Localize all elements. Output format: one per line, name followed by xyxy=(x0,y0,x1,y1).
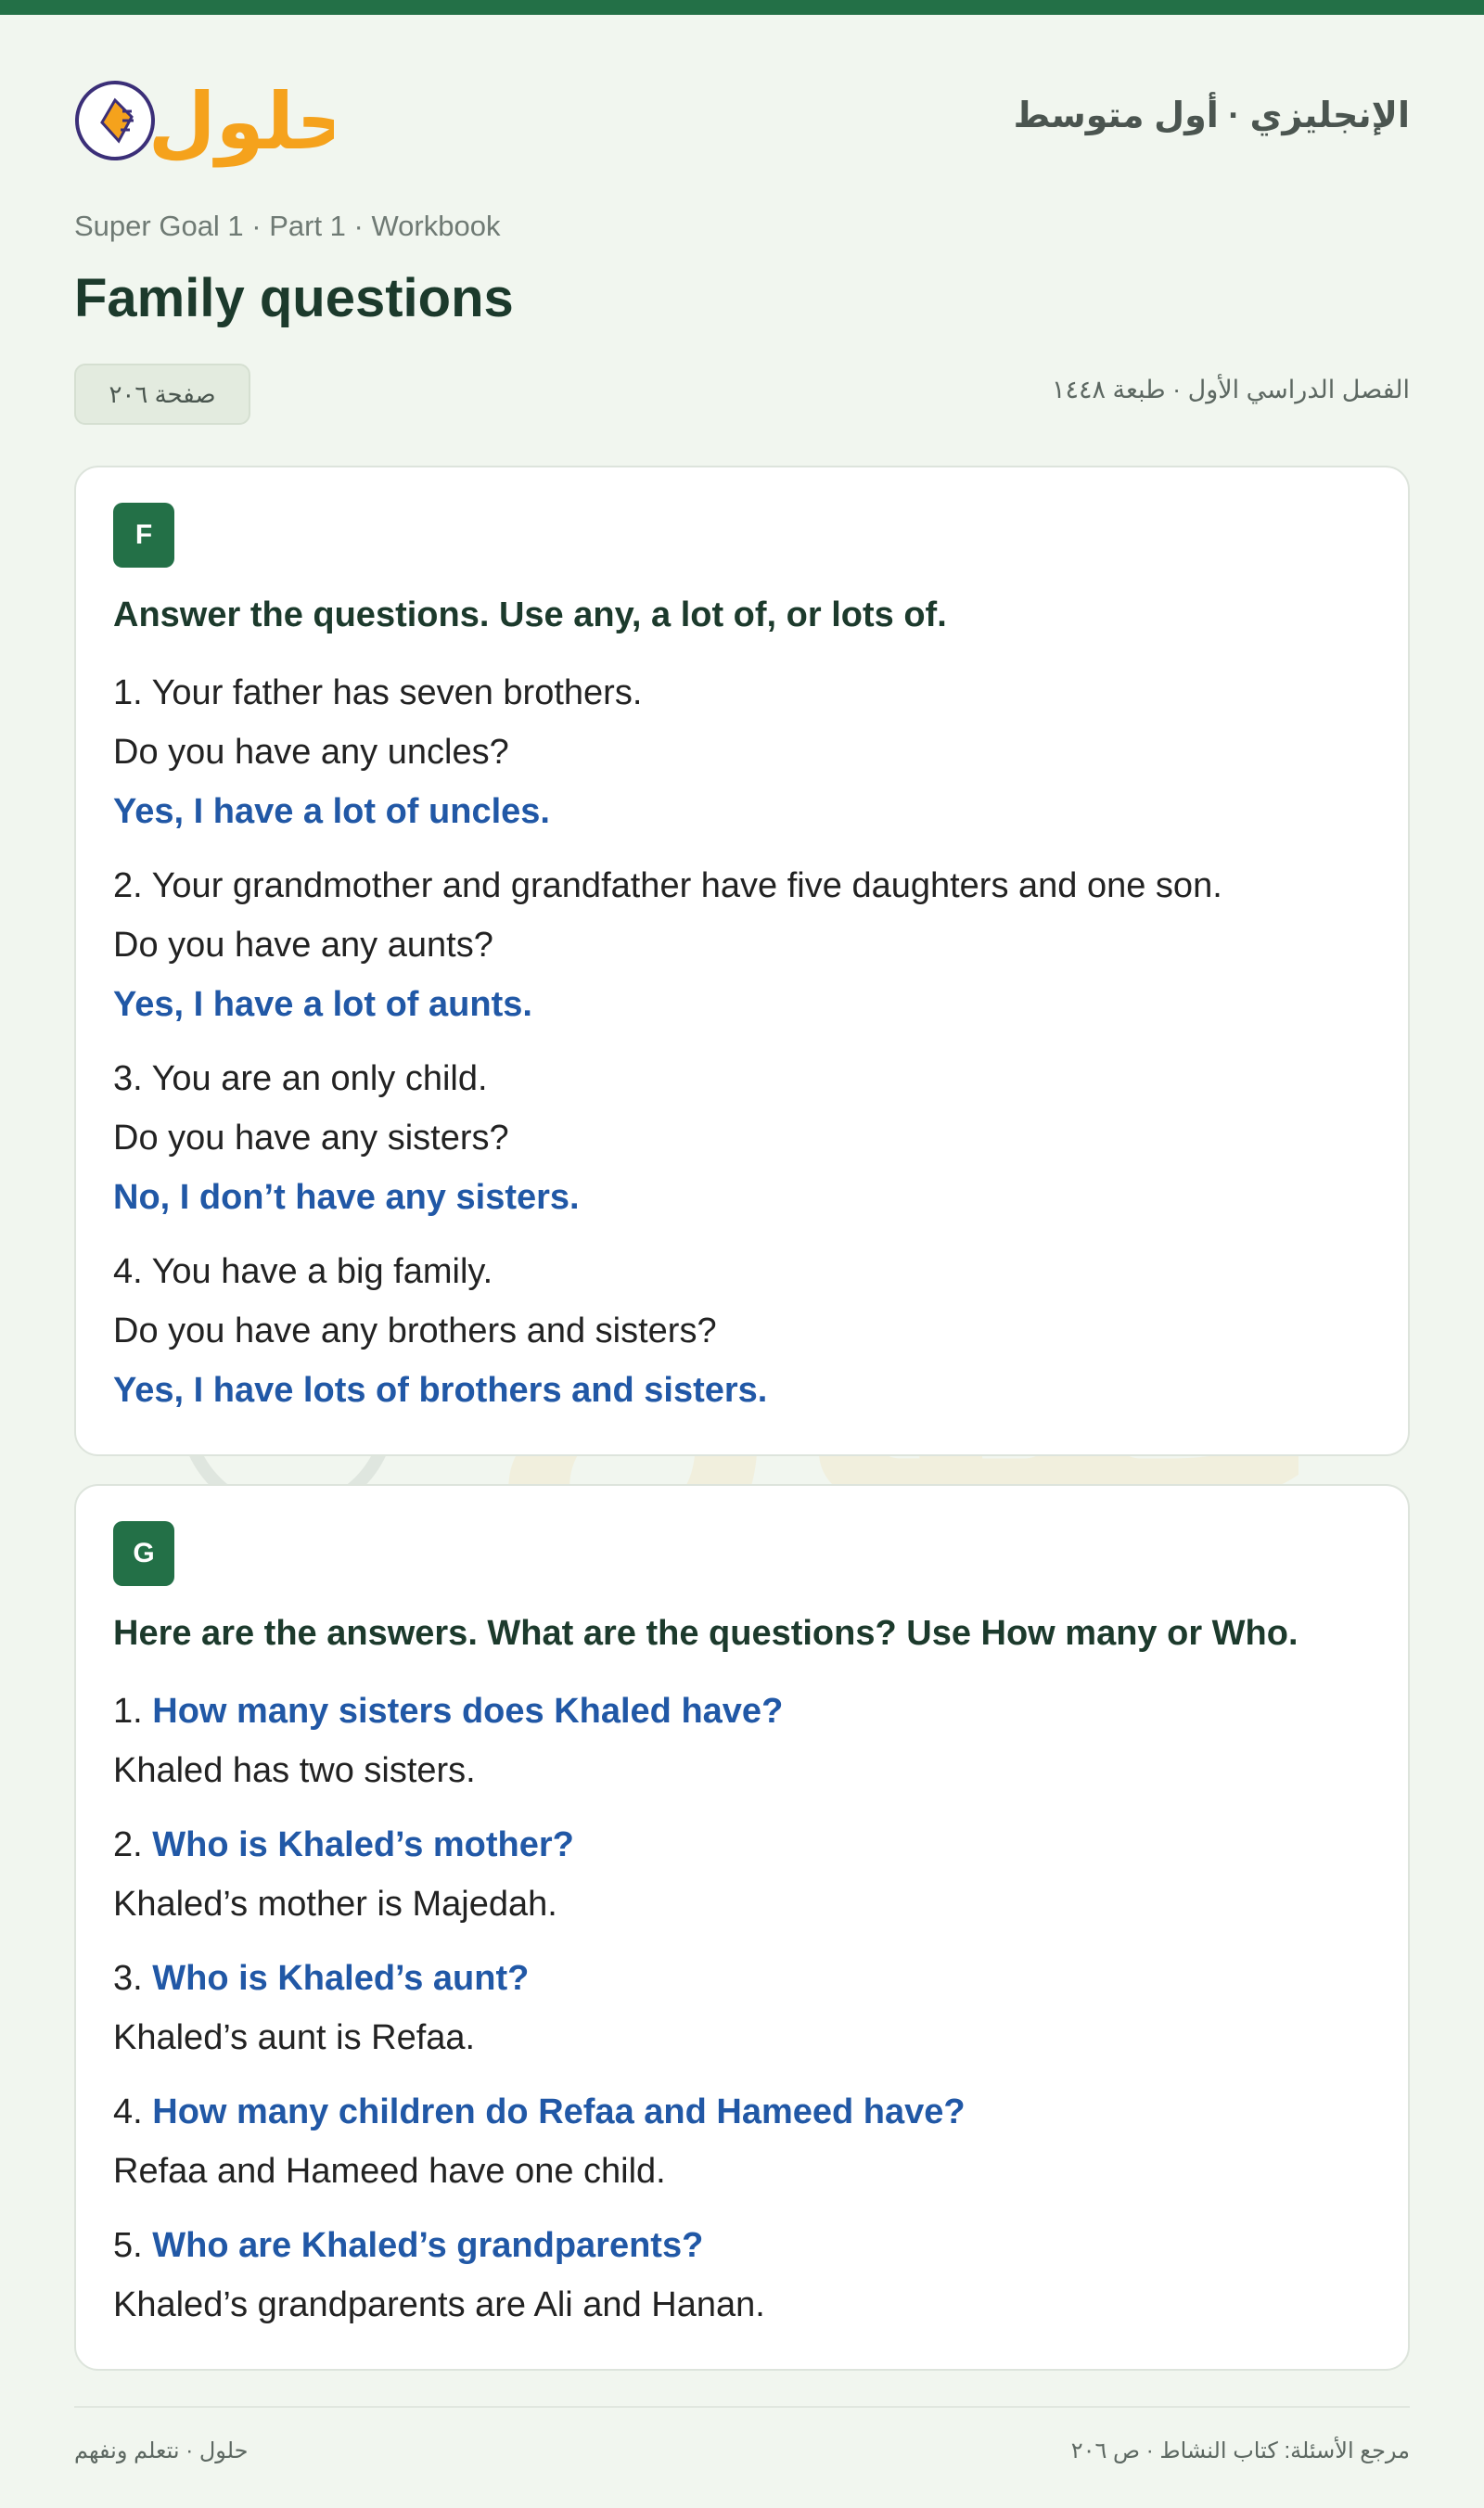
question-answer-text: How many sisters does Khaled have? xyxy=(152,1692,784,1731)
top-accent-bar xyxy=(0,0,1484,15)
given-answer: Khaled’s mother is Majedah. xyxy=(113,1885,557,1924)
page-header xyxy=(74,67,1410,169)
question-answer-text: Who is Khaled’s mother? xyxy=(152,1825,574,1864)
question-line: 4. You have a big family. xyxy=(113,1252,493,1291)
answer-text: Yes, I have lots of brothers and sisters. xyxy=(113,1371,768,1410)
question-line: Do you have any sisters? xyxy=(113,1119,509,1158)
question-line xyxy=(113,2226,703,2266)
question-line xyxy=(113,1692,783,1732)
instruction-g: Here are the answers. What are the questions? Use How many or Who. xyxy=(113,1614,1298,1653)
logo-graphic xyxy=(74,76,334,169)
answer-text: Yes, I have a lot of uncles. xyxy=(113,792,550,831)
section-badge-g: G xyxy=(113,1521,174,1586)
given-answer: Khaled’s grandparents are Ali and Hanan. xyxy=(113,2285,765,2324)
exercise-card-g xyxy=(74,1484,1410,2371)
question-answer-text: Who are Khaled’s grandparents? xyxy=(152,2226,704,2265)
question-line xyxy=(113,1825,574,1865)
question-answer-text: Who is Khaled’s aunt? xyxy=(152,1959,530,1998)
page-title: Family questions xyxy=(74,268,514,328)
series-breadcrumb: Super Goal 1 · Part 1 · Workbook xyxy=(74,210,501,242)
question-line: 2. Your grandmother and grandfather have five daughters and one son. xyxy=(113,866,1222,905)
item-number: 3. xyxy=(113,1959,143,1998)
item-number: 5. xyxy=(113,2226,143,2265)
question-answer-text: How many children do Refaa and Hameed have? xyxy=(152,2092,966,2131)
logo-text: حلول xyxy=(147,76,334,167)
question-line xyxy=(113,1959,529,1999)
footer-divider xyxy=(74,2406,1410,2408)
answer-text: Yes, I have a lot of aunts. xyxy=(113,985,532,1024)
footer-tagline: حلول · نتعلم ونفهم xyxy=(74,2438,249,2463)
item-number: 2. xyxy=(113,1825,143,1864)
instruction-f: Answer the questions. Use any, a lot of, or lots of. xyxy=(113,595,947,634)
exercise-card-f xyxy=(74,466,1410,1456)
given-answer: Refaa and Hameed have one child. xyxy=(113,2152,666,2191)
given-answer: Khaled has two sisters. xyxy=(113,1751,476,1790)
question-line: 3. You are an only child. xyxy=(113,1059,488,1098)
question-line: 1. Your father has seven brothers. xyxy=(113,673,643,712)
section-badge-f: F xyxy=(113,503,174,568)
subject-label: الإنجليزي · أول متوسط xyxy=(1013,96,1410,135)
question-line: Do you have any uncles? xyxy=(113,733,509,772)
given-answer: Khaled’s aunt is Refaa. xyxy=(113,2018,476,2057)
question-line xyxy=(113,2092,966,2132)
answer-text: No, I don’t have any sisters. xyxy=(113,1178,580,1217)
item-number: 1. xyxy=(113,1692,143,1731)
page-number-badge: صفحة ٢٠٦ xyxy=(74,364,250,425)
term-edition-label: الفصل الدراسي الأول · طبعة ١٤٤٨ xyxy=(1051,376,1410,403)
question-line: Do you have any aunts? xyxy=(113,926,493,965)
footer-reference: مرجع الأسئلة: كتاب النشاط · ص ٢٠٦ xyxy=(1070,2438,1410,2463)
item-number: 4. xyxy=(113,2092,143,2131)
site-logo[interactable] xyxy=(74,76,334,169)
question-line: Do you have any brothers and sisters? xyxy=(113,1312,717,1350)
